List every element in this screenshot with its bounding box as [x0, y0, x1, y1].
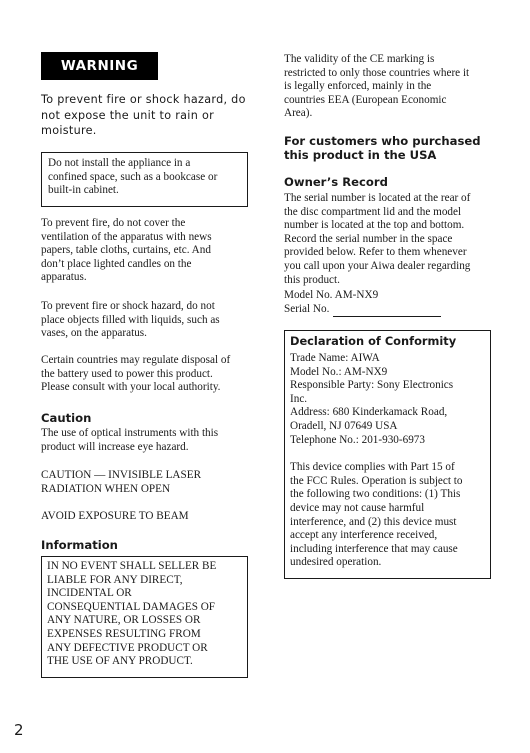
- information-heading: Information: [41, 538, 118, 552]
- owners-record-text: The serial number is located at the rear of the disc compartment lid and the model number is located at the top and bottom. Record the serial number in the space provided below. Refer to them whenever you call upon your Aiwa dealer regarding this product.: [284, 192, 471, 286]
- battery-paragraph: Certain countries may regulate disposal of the battery used to power this product. Please consult with your local authority.: [41, 354, 231, 394]
- usa-customers-heading: For customers who purchased this product in the USA: [284, 134, 481, 162]
- declaration-details: Trade Name: AIWA Model No.: AM-NX9 Responsible Party: Sony Electronics Inc. Address: 680 Kinderkamack Road, Oradell, NJ 07649 USA Telephone No.: 201-930-6973: [290, 352, 454, 446]
- ventilation-paragraph: To prevent fire, do not cover the ventilation of the apparatus with news papers, table cloths, curtains, etc. And don’t place lighted candles on the apparatus.: [41, 217, 212, 284]
- serial-number-blank: [333, 306, 441, 317]
- warning-label: WARNING: [41, 52, 158, 80]
- declaration-heading: Declaration of Conformity: [290, 334, 457, 348]
- model-number-line: Model No. AM-NX9: [284, 289, 379, 301]
- install-notice-text: Do not install the appliance in a confined space, such as a bookcase or built-in cabinet.: [48, 157, 218, 197]
- caution-text: The use of optical instruments with this product will increase eye hazard.: [41, 427, 219, 453]
- fcc-compliance-text: This device complies with Part 15 of the FCC Rules. Operation is subject to the following two conditions: (1) This device may not cause harmful interference, and (2) this device must accept any interference received, including interference that may cause undesired operation.: [290, 461, 463, 569]
- liquids-paragraph: To prevent fire or shock hazard, do not place objects filled with liquids, such as vases, on the apparatus.: [41, 300, 220, 340]
- declaration-box: [284, 330, 491, 579]
- install-notice-box: [41, 152, 248, 207]
- serial-number-line: [284, 303, 441, 317]
- warning-text: To prevent fire or shock hazard, do not expose the unit to rain or moisture.: [41, 93, 246, 137]
- owners-record-heading: Owner’s Record: [284, 175, 388, 189]
- caution-heading: Caution: [41, 411, 92, 425]
- page-number: 2: [14, 721, 24, 739]
- information-box-text: IN NO EVENT SHALL SELLER BE LIABLE FOR ANY DIRECT, INCIDENTAL OR CONSEQUENTIAL DAMAGES OF ANY NATURE, OR LOSSES OR EXPENSES RESULTING FROM ANY DEFECTIVE PRODUCT OR THE USE OF ANY PRODUCT.: [47, 560, 217, 668]
- information-box: [41, 556, 248, 678]
- ce-marking-text: The validity of the CE marking is restricted to only those countries where it is legally enforced, mainly in the countries EEA (European Economic Area).: [284, 53, 470, 120]
- laser-caution-text: CAUTION — INVISIBLE LASER RADIATION WHEN OPEN: [41, 469, 202, 495]
- serial-number-label: Serial No.: [284, 303, 330, 315]
- avoid-exposure-text: AVOID EXPOSURE TO BEAM: [41, 510, 189, 522]
